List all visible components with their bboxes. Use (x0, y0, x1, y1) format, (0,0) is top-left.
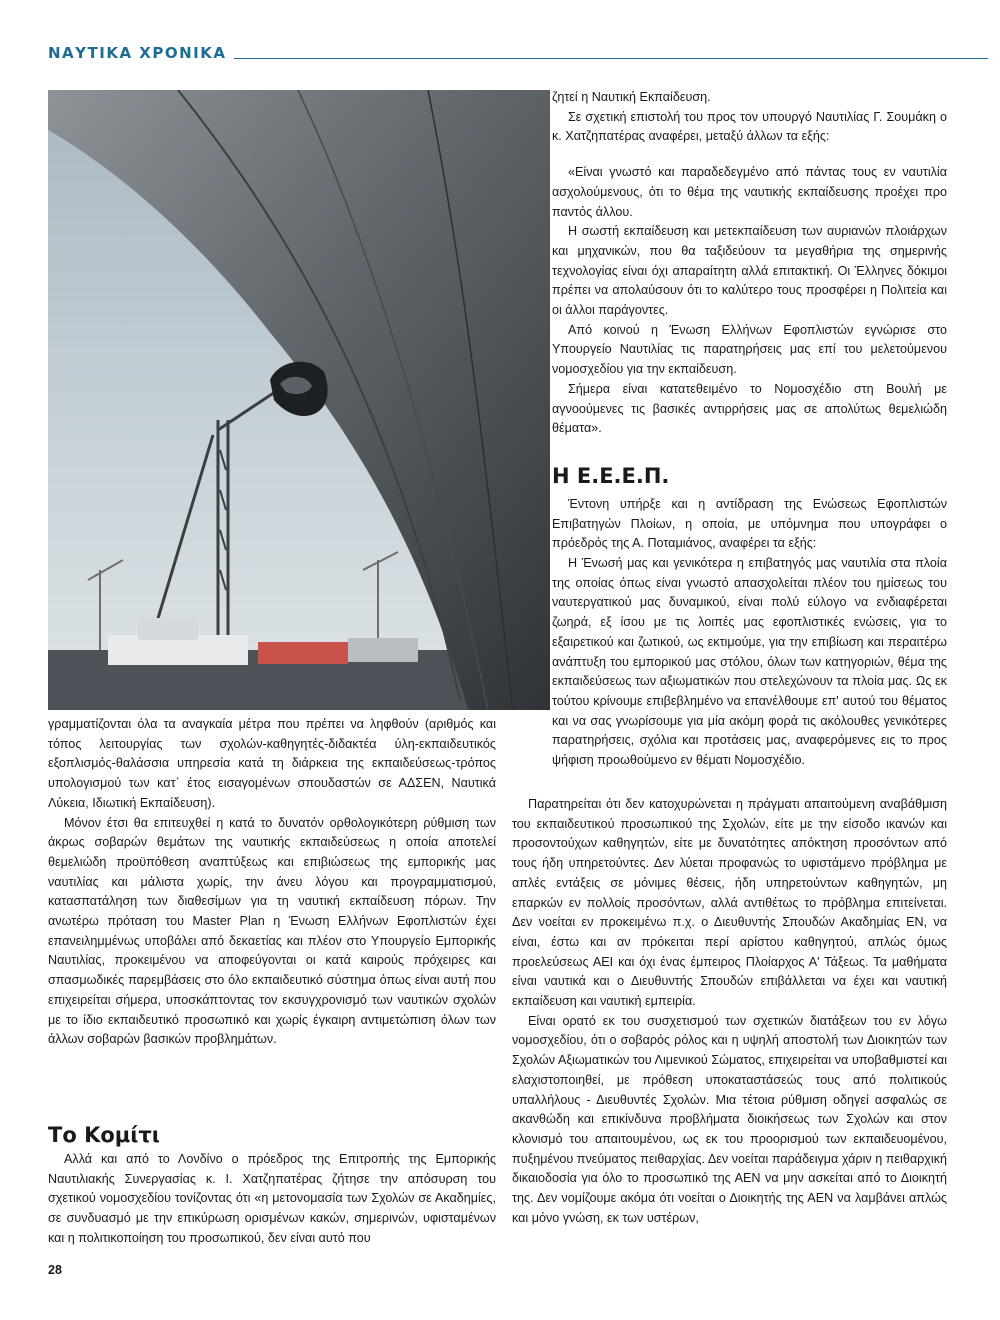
paragraph: Μόνον έτσι θα επιτευχθεί η κατά το δυνατόν ορθολογικότερη ρύθμιση των άκρως σοβαρών θεμάτων της ναυτικής εκπαιδεύσεως η οποία αποτελεί θεμελιώδη προϋπόθεση αναπτύξεως και επιβιώσεως της εμπορικής μας ναυτιλίας και μάλιστα χωρίς, την άνευ λόγου και προγραμματισμού, κατασπατάληση των διαθεσίμων για τη ναυτική εκπαίδευση πόρων. Την ανωτέρω πρόταση του Master Plan η Ένωση Ελλήνων Εφοπλιστών έχει επανειλημμένως υποβάλει από δεκαετίας και πλέον στο Υπουργείο Εμπορικής Ναυτιλίας, προκειμένου να αποφεύγονται οι κατά καιρούς πρόχειρες και σπασμωδικές παρεμβάσεις στο όλο εκπαιδευτικό σύστημα όπως είναι αυτή που επιχειρείται σήμερα, υποσκάπτοντας τον εκσυγχρονισμό των ναυτικών σχολών με το ίδιο εκπαιδευτικό προσωπικό και χωρίς έγκαιρη αντιμετώπιση όλων των άλλων σοβαρών βασικών προβλημάτων. (48, 815, 496, 1047)
paragraph: Είναι ορατό εκ του συσχετισμού των σχετικών διατάξεων του εν λόγω νομοσχεδίου, ότι ο σοβαρός ρόλος και η υψηλή αποστολή των Διοικητών των Σχολών Αξιωματικών του Λιμενικού Σώματος, επιχειρείται να υποβαθμιστεί και ελαχιστοποιηθεί, με πρόθεση υποκαταστάσεώς τους από πολιτικούς υπαλλήλους - Διευθυντές Σχολών. Μια τέτοια ρύθμιση οδηγεί ασφαλώς σε ακανθώδη και επικίνδυνα προβλήματα διοικήσεως των Σχολών και στον κλονισμό του απαιτουμένου, ως εκ του προορισμού των εκπαιδευομένου, πυξημένου πνεύματος πειθαρχίας. Δεν νοείται παράδειγμα χάριν η πειθαρχική δικαιοδοσία για όλο το προσωπικό της ΑΕΝ να μην ασκείται από το Διοικητή της. Δεν νομίζουμε ακόμα ότι νοείται ο Διοικητής της ΑΕΝ να λαμβάνει απλώς και μόνο γνώση, εκ των υστέρων, (512, 1013, 947, 1225)
right-column-bottom (512, 795, 947, 1228)
paragraph: Σε σχετική επιστολή του προς τον υπουργό Ναυτιλίας Γ. Σουμάκη ο κ. Χατζηπατέρας αναφέρει, μεταξύ άλλων τα εξής: (552, 109, 947, 144)
page-number: 28 (48, 1263, 62, 1277)
section-heading: Το Κομίτι (48, 1123, 160, 1147)
paragraph: Αλλά και από το Λονδίνο ο πρόεδρος της Επιτροπής της Εμπορικής Ναυτιλιακής Συνεργασίας κ. Ι. Χατζηπατέρας ζήτησε την απόσυρση του σχετικού νομοσχεδίου τονίζοντας ότι «η μετονομασία των Σχολών σε Ακαδημίες, σε συνδυασμό με την επικύρωση ορισμένων κακών, σημερινών, υφισταμένων και η πολιτικοποίηση του προσωπικού, δεν είναι αυτό που (48, 1152, 496, 1245)
quote-paragraph: Η σωστή εκπαίδευση και μετεκπαίδευση των αυριανών πλοιάρχων και μηχανικών, που θα ταξιδεύουν τα μεγαθήρια της σημερινής τεχνολογίας είναι όχι απαραίτητη αλλά επιτακτική. Οι Έλληνες δόκιμοι πρέπει να απολαύσουν ότι το καλύτερο τους προσφέρει η Πολιτεία και οι άλλοι παράγοντες. (552, 224, 947, 318)
paragraph: ζητεί η Ναυτική Εκπαίδευση. (552, 90, 711, 104)
paragraph: Έντονη υπήρξε και η αντίδραση της Ενώσεως Εφοπλιστών Επιβατηγών Πλοίων, η οποία, με υπόμνημα που υπογράφει ο πρόεδρός της Α. Ποταμιάνος, αναφέρει τα εξής: (552, 496, 947, 551)
left-column (48, 715, 496, 1050)
quote-paragraph: Σήμερα είναι κατατεθειμένο το Νομοσχέδιο στη Βουλή με αγνοούμενες τις βασικές αντιρρήσεις μας σε απολύτως θεμελιώδη θέματα». (552, 381, 947, 436)
section-heading: Η Ε.Ε.Ε.Π. (552, 463, 670, 488)
paragraph: Η Ένωσή μας και γενικότερα η επιβατηγός μας ναυτιλία στα πλοία της οποίας όπως είναι γνωστό απασχολείται πλέον του ημίσεως του ναυτεργατικού μας δυναμικού, είναι πολύ εύλογο να ενδιαφέρεται ζωηρά, εξ ίσου με τις λοιπές μας εφοπλιστικές ενώσεις, για το εξαιρετικού και ζωτικού, ως εκτιμούμε, για την επιβίωση και περαιτέρω ανάπτυξη του εμπορικού μας στόλου, όλων των κατηγοριών, θέμα της εκπαιδεύσεως των αξιωματικών που στελεχώνουν τα πλοία μας. Ως εκ τούτου κρίνουμε επιβεβλημένο να επανέλθουμε επ' αυτού του θέματος και να σας γνωρίσουμε για μία ακόμη φορά τις ακόλουθες γενικότερες παρατηρήσεις, σχόλια και προτάσεις μας, αναφερόμενες εις το προς ψήφιση προωθούμενο εν θέματι Νομοσχέδιο. (552, 556, 947, 768)
paragraph: γραμματίζονται όλα τα αναγκαία μέτρα που πρέπει να ληφθούν (αριθμός και τόπος λειτουργίας των σχολών-καθηγητές-διδακτέα ύλη-εκπαιδευτικός εξοπλισμός-θαλάσσια υπηρεσία κατά τη διάρκεια της εκπαιδεύσεως-τρόπος υπολογισμού των κατ΄ έτος εισαγομένων σπουδαστών σε ΑΔΣΕΝ, Ναυτικά Λύκεια, Ιδιωτική Εκπαίδευση). (48, 717, 496, 810)
left-column-section (48, 1150, 496, 1249)
photo-svg (48, 90, 550, 710)
paragraph: Παρατηρείται ότι δεν κατοχυρώνεται η πράγματι απαιτούμενη αναβάθμιση του εκπαιδευτικού προσωπικού της Σχολών, είτε με την είσοδο ικανών και προσοντούχων καθηγητών, είτε με δυνατότητες απόκτηση προσόντων από τους ήδη υπηρετούντες. Δεν λύεται προφανώς το υφιστάμενο πρόβλημα με απλές εντάξεις σε μόνιμες θέσεις, ήδη υπηρετούντων καθηγητών, μη επαρκών εν πολλοίς προσόντων, αλλά αντιθέτως το πρόβλημα επιτείνεται. Δεν νοείται εν προκειμένω π.χ. ο Διευθυντής Σπουδών Ακαδημίας ΕΝ, να είναι, έστω και αν πρόκειται περί αρίστου καθηγητού, απλώς όμως προελεύσεως ΑΕΙ και όχι ένας έμπειρος Πλοίαρχος Α' Τάξεως. Τα μαθήματα είναι ναυτικά και ο Διευθυντής Σπουδών επιβάλλεται να έχει και ναυτική εκπαίδευση και ναυτική εμπειρία. (512, 797, 947, 1009)
quote-paragraph: Από κοινού η Ένωση Ελλήνων Εφοπλιστών εγνώρισε στο Υπουργείο Ναυτιλίας τις παρατηρήσεις μας επί του μελετούμενου νομοσχεδίου για την εκπαίδευση. (552, 322, 947, 377)
quote-paragraph: «Είναι γνωστό και παραδεδεγμένο από πάντας τους εν ναυτιλία ασχολούμενους, ότι το θέμα της ναυτικής εκπαίδευσης προέχει προ παντός άλλου. (552, 165, 947, 219)
right-column-top (552, 88, 947, 771)
ship-hull-photo (48, 90, 550, 710)
running-header (48, 38, 988, 68)
magazine-title: ΝΑΥΤΙΚΑ ΧΡΟΝΙΚΑ (48, 44, 227, 62)
header-rule (234, 58, 988, 59)
